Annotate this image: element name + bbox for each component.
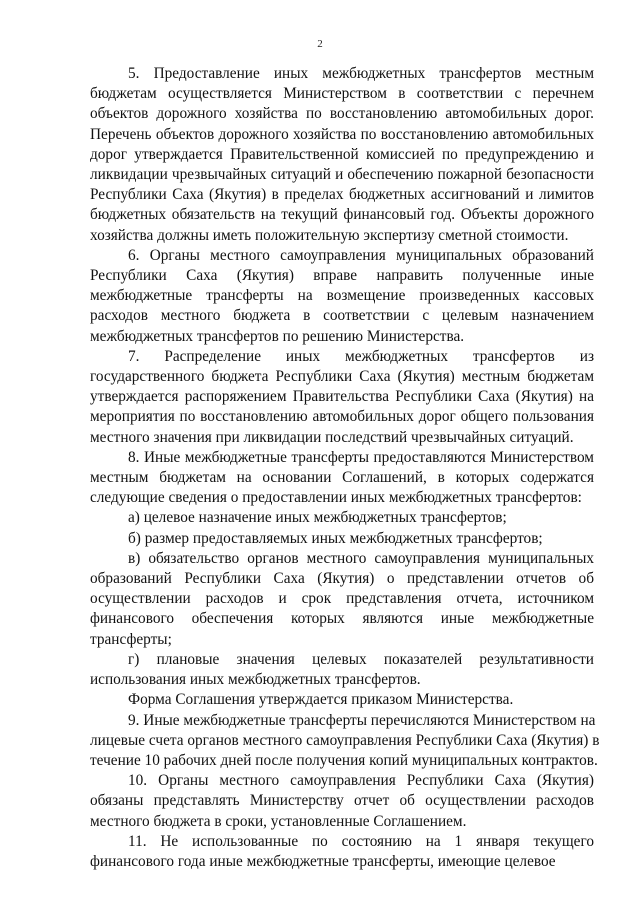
text-line: течение 10 рабочих дней после получения копий муниципальных контрактов. [90,751,598,769]
text-line: ликвидации чрезвычайных ситуаций и обеспечению пожарной безопасности [90,166,594,184]
text-line: хозяйства должны иметь положительную экспертизу сметной стоимости. [90,226,569,244]
text-line: а) целевое назначение иных межбюджетных трансфертов; [128,509,507,527]
text-line: местного значения при ликвидации последствий чрезвычайных ситуаций. [90,428,574,446]
paragraph-p9 [90,711,600,772]
text-line: расходов местного бюджета в соответствии с целевым назначением [90,307,594,325]
text-line: следующие сведения о предоставлении иных межбюджетных трансфертов: [90,489,582,507]
paragraph-p5 [90,64,594,246]
text-line: Республики Саха (Якутия) вправе направить полученные иные [90,267,594,285]
text-line: финансового года иные межбюджетные трансферты, имеющие целевое [90,852,556,870]
text-line: финансового обеспечения которых являются иные межбюджетные [90,610,594,628]
text-line: 8. Иные межбюджетные трансферты предоставляются Министерством [128,448,594,466]
text-line: Перечень объектов дорожного хозяйства по восстановлению автомобильных [90,125,594,143]
text-line: бюджетам осуществляется Министерством в соответствии с перечнем [90,85,594,103]
text-line: государственного бюджета Республики Саха (Якутия) местным бюджетам [90,368,594,386]
text-line: 10. Органы местного самоуправления Республики Саха (Якутия) [128,772,594,790]
text-line: Республики Саха (Якутия) в пределах бюджетных ассигнований и лимитов [90,186,594,204]
paragraph-p7 [90,347,594,448]
paragraph-p8a [90,508,594,528]
text-line: б) размер предоставляемых иных межбюджетных трансфертов; [128,529,543,547]
paragraph-p10 [90,771,594,832]
text-line: использования иных межбюджетных трансфертов. [90,671,421,689]
text-line: межбюджетные трансферты на возмещение произведенных кассовых [90,287,594,305]
paragraph-p11 [90,832,594,872]
text-line: 9. Иные межбюджетные трансферты перечисляются Министерством на [128,711,596,729]
paragraph-p8 [90,448,594,509]
text-line: Форма Соглашения утверждается приказом Министерства. [128,691,514,709]
text-line: 5. Предоставление иных межбюджетных трансфертов местным [128,65,594,82]
text-line: 11. Не использованные по состоянию на 1 января текущего [128,832,594,850]
text-line: утверждается распоряжением Правительства Республики Саха (Якутия) на [90,388,594,406]
paragraph-p8b [90,529,594,549]
text-line: 6. Органы местного самоуправления муниципальных образований [128,246,594,264]
paragraph-p8c [90,549,594,650]
paragraph-p6 [90,246,594,347]
text-line: объектов дорожного хозяйства по восстановлению автомобильных дорог. [90,105,594,123]
document-body [90,64,600,872]
text-line: лицевые счета органов местного самоуправления Республики Саха (Якутия) в [90,731,600,749]
text-line: осуществлении расходов и срок представления отчета, источником [90,590,594,608]
text-line: местным бюджетам на основании Соглашений, в которых содержатся [90,469,594,487]
text-line: г) плановые значения целевых показателей результативности [128,650,594,668]
paragraph-p8d [90,650,594,690]
paragraph-p8e [90,690,594,710]
text-line: трансферты; [90,630,172,648]
text-line: мероприятия по восстановлению автомобильных дорог общего пользования [90,408,594,426]
text-line: бюджетных обязательств на текущий финансовый год. Объекты дорожного [90,206,594,224]
text-line: дорог утверждается Правительственной комиссией по предупреждению и [90,145,594,163]
text-line: местного бюджета в сроки, установленные Соглашением. [90,812,467,830]
text-line: обязаны представлять Министерству отчет об осуществлении расходов [90,792,594,810]
text-line: образований Республики Саха (Якутия) о представлении отчетов об [90,570,594,588]
text-line: в) обязательство органов местного самоуправления муниципальных [128,549,594,567]
text-line: 7. Распределение иных межбюджетных трансфертов из [128,347,594,365]
page-number: 2 [317,38,323,50]
text-line: межбюджетных трансфертов по решению Министерства. [90,327,465,345]
